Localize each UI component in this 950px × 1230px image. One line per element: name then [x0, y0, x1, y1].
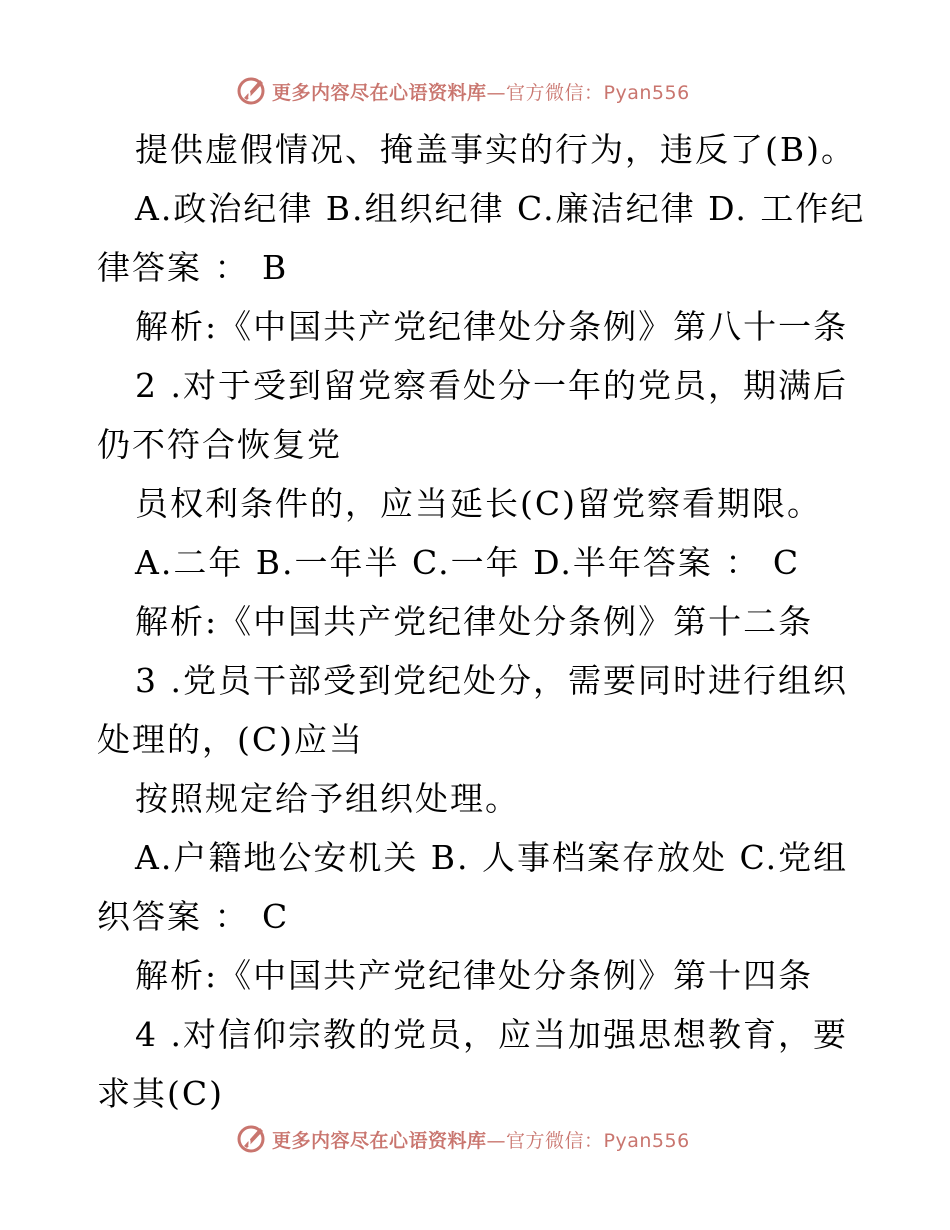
watermark-wechat-text: —官方微信：Pyan556: [486, 1130, 690, 1152]
text-line: 按照规定给予组织处理。: [135, 779, 520, 818]
footer-watermark-banner: [0, 1120, 950, 1160]
text-line: 仍不符合恢复党: [97, 425, 342, 464]
text-line: 处理的，(C)应当: [97, 720, 364, 759]
text-line: 织答案 ： C: [97, 897, 290, 936]
text-line: A.二年 B.一年半 C.一年 D.半年答案 ： C: [135, 543, 801, 582]
quill-seal-icon: [236, 74, 268, 106]
watermark-text: [272, 78, 690, 105]
quill-seal-icon: [236, 1122, 268, 1154]
text-line: 4 .对信仰宗教的党员，应当加强思想教育，要: [135, 1015, 848, 1054]
text-line: A.政治纪律 B.组织纪律 C.廉洁纪律 D. 工作纪: [135, 189, 866, 228]
watermark-main-text: 更多内容尽在心语资料库: [272, 82, 487, 104]
text-line: 解析:《中国共产党纪律处分条例》第十四条: [135, 956, 814, 995]
text-line: 解析:《中国共产党纪律处分条例》第八十一条: [135, 307, 849, 346]
watermark-wechat-text: —官方微信：Pyan556: [486, 82, 690, 104]
text-line: 解析:《中国共产党纪律处分条例》第十二条: [135, 602, 814, 641]
text-line: 3 .党员干部受到党纪处分，需要同时进行组织: [135, 661, 848, 700]
text-line: A.户籍地公安机关 B. 人事档案存放处 C.党组: [135, 838, 849, 877]
text-line: 提供虚假情况、掩盖事实的行为，违反了(B)。: [135, 130, 856, 169]
text-line: 求其(C): [97, 1074, 224, 1113]
text-line: 律答案 ： B: [97, 248, 289, 287]
watermark-main-text: 更多内容尽在心语资料库: [272, 1130, 487, 1152]
header-watermark-banner: [0, 72, 950, 112]
text-line: 2 .对于受到留党察看处分一年的党员，期满后: [135, 366, 848, 405]
text-line: 员权利条件的，应当延长(C)留党察看期限。: [135, 484, 822, 523]
watermark-text: [272, 1126, 690, 1153]
